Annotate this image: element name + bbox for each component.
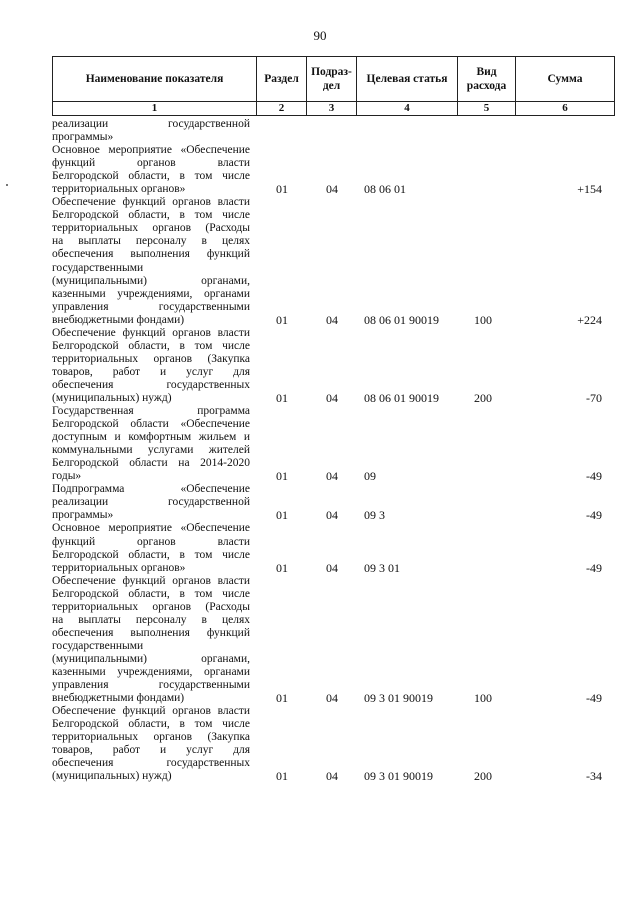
row-target: 08 06 01 bbox=[364, 182, 406, 197]
row-razdel: 01 bbox=[276, 182, 288, 197]
row-razdel: 01 bbox=[276, 508, 288, 523]
table-row bbox=[52, 483, 614, 522]
row-name-line: территориальных органов (Расходы bbox=[52, 222, 250, 235]
row-name-line: на выплаты персоналу в целях bbox=[52, 235, 250, 248]
row-razdel: 01 bbox=[276, 312, 288, 327]
row-sum: -49 bbox=[586, 560, 602, 575]
row-podrazdel: 04 bbox=[326, 182, 338, 197]
row-name bbox=[52, 705, 250, 783]
row-name bbox=[52, 118, 250, 144]
row-name-line: казенными учреждениями, органами bbox=[52, 665, 250, 678]
row-target: 08 06 01 90019 bbox=[364, 312, 439, 327]
row-sum: +224 bbox=[577, 312, 602, 327]
table-header bbox=[52, 56, 615, 116]
table-row bbox=[52, 196, 614, 326]
row-razdel: 01 bbox=[276, 691, 288, 706]
row-name bbox=[52, 405, 250, 483]
row-sum: -49 bbox=[586, 508, 602, 523]
table-row bbox=[52, 405, 614, 483]
row-name-line: Основное мероприятие «Обеспечение bbox=[52, 522, 250, 535]
row-name-line: казенными учреждениями, органами bbox=[52, 287, 250, 300]
row-name-line: Обеспечение функций органов власти bbox=[52, 574, 250, 587]
row-sum: -70 bbox=[586, 391, 602, 406]
row-name-line: реализации государственной bbox=[52, 118, 250, 130]
row-podrazdel: 04 bbox=[326, 469, 338, 484]
row-name-line: Белгородской области «Обеспечение bbox=[52, 418, 250, 431]
row-podrazdel: 04 bbox=[326, 508, 338, 523]
row-name-line: обеспечения государственных bbox=[52, 757, 250, 770]
row-name bbox=[52, 483, 250, 522]
row-razdel: 01 bbox=[276, 391, 288, 406]
row-name-line: Государственная программа bbox=[52, 405, 250, 418]
row-name bbox=[52, 575, 250, 705]
row-name-line: территориальных органов» bbox=[52, 561, 186, 574]
row-razdel: 01 bbox=[276, 560, 288, 575]
table-row bbox=[52, 705, 614, 783]
row-name-line: на выплаты персоналу в целях bbox=[52, 613, 250, 626]
row-name-line: внебюджетными фондами) bbox=[52, 313, 185, 326]
row-vid: 100 bbox=[474, 691, 492, 706]
row-name-line: внебюджетными фондами) bbox=[52, 692, 185, 705]
table-body bbox=[52, 118, 614, 783]
column-number-5: 5 bbox=[458, 102, 516, 116]
row-podrazdel: 04 bbox=[326, 560, 338, 575]
row-name-line: территориальных органов» bbox=[52, 183, 186, 196]
header-razdel: Раздел bbox=[257, 57, 307, 102]
row-target: 09 3 01 90019 bbox=[364, 691, 433, 706]
row-name-line: функций органов власти bbox=[52, 157, 250, 170]
row-name-line: (муниципальных) нужд) bbox=[52, 770, 172, 783]
row-name-line: обеспечения выполнения функций bbox=[52, 248, 250, 261]
row-name bbox=[52, 196, 250, 326]
row-name-line: управления государственными bbox=[52, 300, 250, 313]
row-name-line: реализации государственной bbox=[52, 496, 250, 509]
row-name bbox=[52, 327, 250, 405]
row-name-line: Белгородской области, в том числе bbox=[52, 718, 250, 731]
row-target: 09 bbox=[364, 469, 376, 484]
table-row bbox=[52, 575, 614, 705]
header-sum: Сумма bbox=[516, 57, 615, 102]
row-name-line: Белгородской области, в том числе bbox=[52, 587, 250, 600]
row-name-line: товаров, работ и услуг для bbox=[52, 365, 250, 378]
table-row bbox=[52, 327, 614, 405]
row-name-line: Обеспечение функций органов власти bbox=[52, 705, 250, 718]
page-number: 90 bbox=[313, 28, 327, 43]
row-name-line: обеспечения выполнения функций bbox=[52, 626, 250, 639]
row-sum: -49 bbox=[586, 469, 602, 484]
row-vid: 200 bbox=[474, 769, 492, 784]
row-target: 08 06 01 90019 bbox=[364, 391, 439, 406]
row-name-line: Обеспечение функций органов власти bbox=[52, 326, 250, 339]
table-row bbox=[52, 118, 614, 144]
row-name-line: (муниципальных) нужд) bbox=[52, 391, 172, 404]
row-vid: 200 bbox=[474, 391, 492, 406]
header-target: Целевая статья bbox=[357, 57, 458, 102]
row-name-line: государственными bbox=[52, 639, 144, 652]
column-number-4: 4 bbox=[357, 102, 458, 116]
table-row bbox=[52, 144, 614, 196]
row-name-line: (муниципальными) органами, bbox=[52, 652, 250, 665]
row-name-line: территориальных органов (Расходы bbox=[52, 600, 250, 613]
row-podrazdel: 04 bbox=[326, 391, 338, 406]
column-number-1: 1 bbox=[53, 102, 257, 116]
row-name-line: Белгородской области на 2014-2020 bbox=[52, 457, 250, 470]
row-sum: +154 bbox=[577, 182, 602, 197]
row-name-line: Белгородской области, в том числе bbox=[52, 170, 250, 183]
margin-mark bbox=[6, 184, 8, 186]
row-name-line: Обеспечение функций органов власти bbox=[52, 196, 250, 209]
row-name-line: управления государственными bbox=[52, 679, 250, 692]
row-name-line: (муниципальными) органами, bbox=[52, 274, 250, 287]
row-name-line: Белгородской области, в том числе bbox=[52, 548, 250, 561]
row-name-line: государственными bbox=[52, 261, 144, 274]
row-podrazdel: 04 bbox=[326, 691, 338, 706]
row-name-line: территориальных органов (Закупка bbox=[52, 352, 250, 365]
row-name-line: программы» bbox=[52, 509, 114, 522]
row-vid: 100 bbox=[474, 312, 492, 327]
column-number-3: 3 bbox=[307, 102, 357, 116]
row-name-line: Белгородской области, в том числе bbox=[52, 209, 250, 222]
row-podrazdel: 04 bbox=[326, 312, 338, 327]
row-podrazdel: 04 bbox=[326, 769, 338, 784]
row-razdel: 01 bbox=[276, 769, 288, 784]
row-name-line: программы» bbox=[52, 131, 114, 144]
row-sum: -34 bbox=[586, 769, 602, 784]
header-vid: Вид расхода bbox=[458, 57, 516, 102]
row-name-line: Основное мероприятие «Обеспечение bbox=[52, 144, 250, 157]
row-name-line: Подпрограмма «Обеспечение bbox=[52, 483, 250, 496]
row-name-line: территориальных органов (Закупка bbox=[52, 731, 250, 744]
row-name bbox=[52, 144, 250, 196]
row-name-line: товаров, работ и услуг для bbox=[52, 744, 250, 757]
column-number-6: 6 bbox=[516, 102, 615, 116]
row-name-line: доступным и комфортным жильем и bbox=[52, 431, 250, 444]
row-target: 09 3 01 bbox=[364, 560, 400, 575]
header-podrazdel: Подраз-дел bbox=[307, 57, 357, 102]
row-name bbox=[52, 522, 250, 574]
row-target: 09 3 01 90019 bbox=[364, 769, 433, 784]
column-number-2: 2 bbox=[257, 102, 307, 116]
row-target: 09 3 bbox=[364, 508, 385, 523]
row-sum: -49 bbox=[586, 691, 602, 706]
table-row bbox=[52, 522, 614, 574]
header-name: Наименование показателя bbox=[53, 57, 257, 102]
row-name-line: обеспечения государственных bbox=[52, 378, 250, 391]
row-razdel: 01 bbox=[276, 469, 288, 484]
row-name-line: Белгородской области, в том числе bbox=[52, 339, 250, 352]
row-name-line: коммунальными услугами жителей bbox=[52, 444, 250, 457]
row-name-line: годы» bbox=[52, 470, 82, 483]
row-name-line: функций органов власти bbox=[52, 535, 250, 548]
